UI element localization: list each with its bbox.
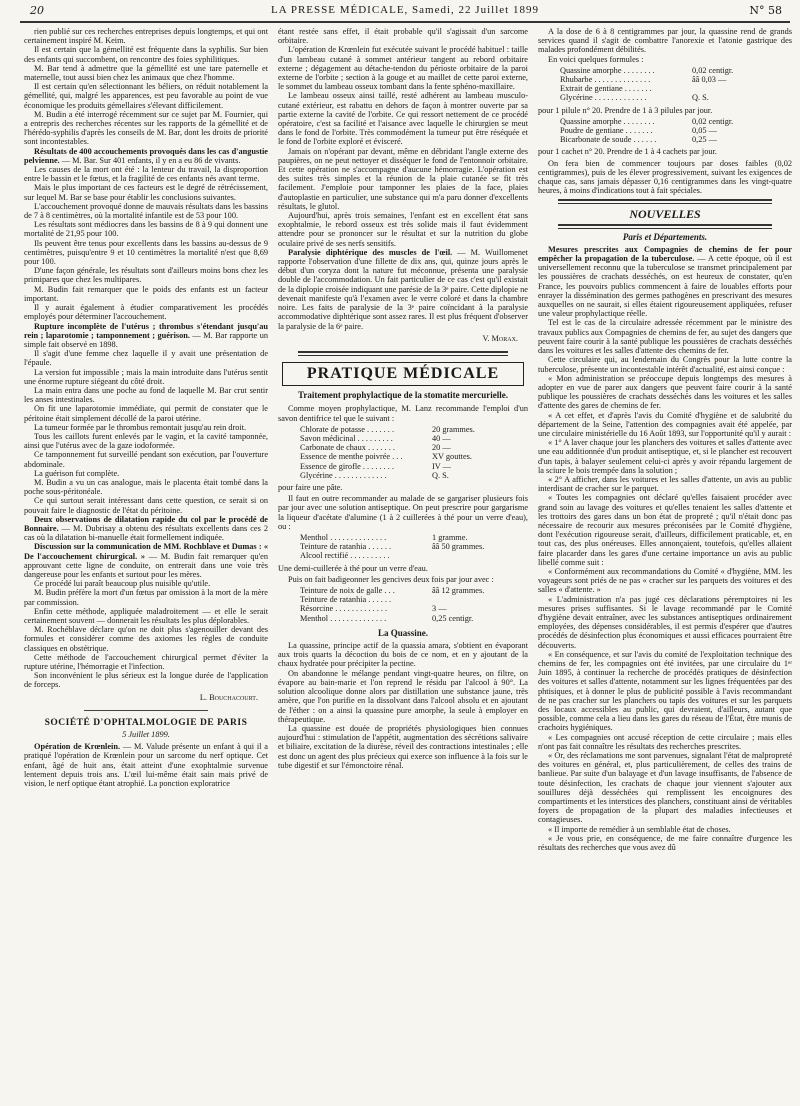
heading-tail: — M. Wuillomenet rapporte l'observation d'une fillette de dix ans, qui, quinze jours après le début d'un coryza dont la nature fut méconnue, présenta une paralysie double de l'accommodation. Un fait particulier de ce cas c'est qu'il existait de la diplopie croisée indiquant une parésie de la 3ᵉ paire. Cette diplopie ne devenait manifeste qu'à l'examen avec le verre coloré et dans la chambre noire. Les faits de paralysie de la 3ᵉ paire coïncidant à la paralysie accommodative diphtérique sont assez rares. Il est plus fréquent d'observer la paralysie de la 6ᵉ paire. — [278, 247, 528, 331]
author-signature: L. Bouchacourt. — [199, 692, 258, 702]
heading-text: Paralysie diphtérique des muscles de l'œil. — [288, 247, 453, 257]
divider — [558, 224, 772, 229]
page-number: 20 — [30, 4, 44, 17]
heading-text: Deux observations de dilatation rapide du col par le procédé de Bonnaire. — [24, 514, 268, 533]
paragraph: La quassine, principe actif de la quassia amara, s'obtient en évaporant aux trois quarts la décoction du bois de ce nom, et en y ajoutant de la chaux hydratée pour précipiter la pectine. — [278, 641, 528, 669]
section-banner: PRATIQUE MÉDICALE — [282, 362, 524, 386]
quantity — [432, 551, 490, 560]
ingredient: Quassine amorphe . . . . . . . . — [560, 65, 655, 75]
paragraph: La guérison fut complète. — [34, 468, 120, 478]
paragraph: « Les compagnies ont accusé réception de cette circulaire ; mais elles n'ont pas fait connaître les résultats des recherches prescrites. — [538, 732, 792, 751]
paragraph: Comme moyen prophylactique, M. Lanz recommande l'emploi d'un savon dentifrice tel que le suivant : — [278, 404, 528, 423]
paragraph: Le lambeau osseux ainsi taillé, resté adhérent au lambeau musculo-cutané extérieur, est rabattu en dehors de façon à montrer ouverte par sa partie externe la cavité de l'orbite. Ce qui ressort nettement de ce procédé opératoire, c'est sa facilité et l'aisance avec laquelle le chirurgien se meut dans le fond de l'orbite. Très commodément la tumeur put être réséquée et le fond de l'orbite exploré et évisceré. — [278, 91, 528, 147]
paragraph: « En conséquence, et sur l'avis du comité de l'exploitation technique des chemins de fer, les compagnies ont été invitées, par une circulaire du 1ᵉʳ Juin 1895, à continuer la recherche de procédés pratiques de désinfection des voitures et salles d'attente, notamment sur les lignes fréquentées par des phtisiques, et à donner le plus de publicité possible à l'avis recommandant de ne pas cracher sur les planchers ou tapis des voitures et sur les parquets des locaux accessibles au public, qui devraient, d'ailleurs, autant que possible, comme cela a lieu dans les gares du réseau de l'État, être munis de crachoirs hygiéniques. — [538, 649, 792, 733]
paragraph: Les causes de la mort ont été : la lenteur du travail, la disproportion entre le bassin et le fœtus, et la fragilité de ces enfants nés avant terme. — [24, 165, 268, 184]
prescription-note: pour 1 cachet n° 20. Prendre de 1 à 4 cachets par jour. — [538, 147, 717, 157]
article-heading — [24, 742, 268, 788]
ingredient: Chlorate de potasse . . . . . . . — [300, 424, 395, 434]
article-heading — [278, 248, 528, 331]
quantity: 0,25 centigr. — [432, 613, 474, 623]
quantity: Q. S. — [432, 470, 449, 480]
prescription-note: pour 1 pilule n° 20. Prendre de 1 à 3 pilules par jour. — [538, 105, 713, 115]
prescription-row — [300, 452, 490, 461]
prescription-row — [300, 595, 490, 604]
paragraph: « 2° A afficher, dans les voitures et les salles d'attente, un avis au public interdisant de cracher sur le parquet. — [538, 474, 792, 494]
paragraph: La tumeur formée par le thrombus remontait jusqu'au rein droit. — [34, 422, 247, 432]
prescription-row — [560, 93, 750, 102]
prescription-row — [300, 604, 490, 613]
paragraph: rien publié sur ces recherches entreprises depuis longtemps, et qui ont certainement inspiré M. Keim. — [24, 27, 268, 46]
paragraph: Cette méthode de l'accouchement chirurgical permet d'éviter la rupture utérine, l'hémorragie et l'infection. — [24, 652, 268, 672]
quantity: XV gouttes. — [432, 452, 472, 462]
paragraph: Son inconvénient le plus sérieux est la longue durée de l'application de forceps. — [24, 671, 268, 690]
paragraph: En voici quelques formules : — [548, 54, 644, 64]
heading-tail: — M. Bar rapporte un simple fait observé en 1898. — [24, 330, 268, 349]
paragraph: M. Budin a vu un cas analogue, mais le placenta était tombé dans la poche sous-péritonéale. — [24, 477, 268, 497]
prescription-2 — [560, 117, 792, 145]
paragraph: « Je vous prie, en conséquence, de me faire connaître d'urgence les résultats des recherches que vous avez dû — [538, 833, 792, 853]
prescription-1 — [300, 425, 528, 480]
author-signature: V. Morax. — [482, 333, 518, 343]
quantity: 0,05 — — [692, 126, 717, 136]
ingredient: Quassine amorphe . . . . . . . . — [560, 116, 655, 126]
heading-tail: — A cette époque, où il est universellement reconnu que la tuberculose se transmet principalement par les poussières de crachats desséchés, on est heureux de constater, qu'en France, les pouvoirs publics commencent à faire de louables efforts pour enrayer la dissémination des germes pathogènes en prescrivant des mesures auxquelles on ne saurait, si elles étaient rigoureusement appliquées, refuser une valeur prophylactique réelle. — [538, 254, 792, 319]
paragraph: « Or, des réclamations me sont parvenues, signalant l'état de malpropreté des voitures en général, et, plus particulièrement, de celles des trains de banlieue. Par suite d'un balayage et d'un lavage insuffisants, de l'absence de toute désinfection, les crachats de chaque jour viennent s'ajouter aux souillures déjà desséchées qui remplissent les encoignures des compartiments et les interstices des planchers, constituant ainsi de véritables foyers de propagation de la plupart des maladies infectieuses et contagieuses. — [538, 751, 792, 825]
article-heading — [24, 322, 268, 350]
prescription-2 — [300, 533, 528, 561]
paragraph: Puis on fait badigeonner les gencives deux fois par jour avec : — [288, 574, 494, 584]
heading-text: Discussion sur la communication de MM. Rochblave et Dumas : « De l'accouchement chirurgical. » — [24, 542, 268, 561]
ingredient: Rhubarbe . . . . . . . . . . . . . . — [560, 75, 651, 85]
prescription-row — [300, 443, 490, 452]
paragraph: Tous les caillots furent enlevés par le vagin, et la cavité tamponnée, ainsi que l'utérus avec de la gaze iodoformée. — [24, 431, 268, 451]
paragraph: Cette circulaire qui, au lendemain du Congrès pour la lutte contre la tuberculose, présente un incontestable intérêt d'actualité, est ainsi conçue : — [538, 355, 792, 374]
ingredient: Poudre de gentiane . . . . . . . — [560, 126, 653, 136]
article-heading — [24, 147, 268, 165]
quantity: ââ 12 grammes. — [432, 586, 485, 596]
ingredient: Résorcine . . . . . . . . . . . . . — [300, 604, 388, 614]
paragraph: « L'administration n'a pas jugé ces déclarations péremptoires ni les mesures prises suffisantes. Si le lavage recommandé par le Comité d'hygiène devait entraîner, avec les substances antiseptiques ordinairement employées, des dépenses considérables, il est permis d'espérer que d'autres procédés de désinfection plus économiques et aussi efficaces pourraient être découverts. — [538, 594, 792, 650]
paragraph: M. Budin fait remarquer que le poids des enfants est un facteur important. — [24, 284, 268, 303]
society-title: SOCIÉTÉ D'OPHTALMOLOGIE DE PARIS — [44, 717, 248, 728]
ingredient: Alcool rectifié . . . . . . . . . . — [300, 551, 390, 561]
prescription-row — [560, 126, 750, 135]
divider — [298, 351, 508, 356]
section-title: NOUVELLES — [629, 207, 701, 222]
quantity: 0,02 centigr. — [692, 65, 734, 75]
heading-text: Rupture incomplète de l'utérus ; thrombus s'étendant jusqu'au rein ; laparotomie ; tamponnement ; guérison. — [24, 321, 268, 340]
paragraph: « A cet effet, et d'après l'avis du Comité d'hygiène et de salubrité du département de la Seine, l'attention des compagnies avait été appelée, par une circulaire ministérielle du 16 Août 1893, sur l'opportunité qu'il y aurait : — [538, 410, 792, 438]
paragraph: On fit une laparotomie immédiate, qui permit de constater que le péritoine était simplement décollé de la paroi utérine. — [24, 404, 268, 423]
ingredient: Glycérine . . . . . . . . . . . . . — [560, 93, 647, 103]
heading-tail: — M. Valude présente un enfant à qui il a pratiqué l'opération de Krœnlein pour un sarcome du nerf optique. Cet enfant, âgé de huit ans, était atteint d'une exophtalmie survenue lentement depuis trois ans. L'œil lui-même était sain mais privé de vision, le nerf optique étant atrophié. La ponction exploratrice — [24, 742, 268, 789]
prescription-row — [300, 533, 490, 542]
masthead-title: LA PRESSE MÉDICALE, Samedi, 22 Juillet 1899 — [271, 4, 539, 16]
section-subtitle: Paris et Départements. — [622, 231, 708, 242]
paragraph: M. Bar tend à admettre que la gémellité est une tare paternelle et maternelle, tout aussi bien chez les animaux que chez l'homme. — [24, 63, 268, 83]
paragraph: Ce qui surtout serait intéressant dans cette question, ce serait si on pouvait faire le diagnostic de l'état du péritoine. — [24, 496, 268, 515]
paragraph: D'une façon générale, les résultats sont d'ailleurs moins bons chez les primipares que chez les multipares. — [24, 266, 268, 285]
heading-text: Mesures prescrites aux Compagnies de chemins de fer pour empêcher la propagation de la tuberculose. — [538, 244, 792, 264]
prescription-row — [300, 614, 490, 623]
divider — [84, 710, 208, 711]
prescription-row — [560, 66, 750, 75]
paragraph: M. Budin préfère la mort d'un fœtus par omission à la mort de la mère par commission. — [24, 588, 268, 607]
column-3 — [538, 27, 792, 1100]
paragraph: Il faut en outre recommander au malade de se gargariser plusieurs fois par jour avec une solution antiseptique. On peut prescrire pour gargarisme la liqueur d'acétate d'alumine (1 à 2 cuillerées à thé pour un verre d'eau), ou : — [278, 494, 528, 531]
quantity: 20 — — [432, 443, 451, 453]
ingredient: Bicarbonate de soude . . . . . . — [560, 135, 657, 145]
paragraph: Enfin cette méthode, appliquée maladroitement — et elle le serait certainement souvent — donnerait les résultats les plus déplorables. — [24, 606, 268, 625]
prescription-row — [560, 117, 750, 126]
prescription-row — [300, 434, 490, 443]
paragraph: « Il importe de remédier à un semblable état de choses. — [548, 824, 731, 834]
article-heading — [538, 245, 792, 319]
quantity: ââ 50 grammes. — [432, 542, 485, 552]
paragraph: « Mon administration se préoccupe depuis longtemps des mesures à adopter en vue de parer aux dangers que peuvent faire courir à la santé publique les poussières de crachats desséchés dans les voitures et les salles d'attente des gares de chemins de fer. — [538, 373, 792, 411]
paragraph: On abandonne le mélange pendant vingt-quatre heures, on filtre, on évapore au bain-marie et l'on reprend le résidu par l'alcool à 90°. La solution alcoolique donne alors par distillation une substance jaune, très amère, que l'on purifie en la dissolvant dans l'alcool absolu et en ajoutant de l'éther : on a ainsi la quassine pure amorphe, la seule à employer en thérapeutique. — [278, 668, 528, 724]
prescription-row — [560, 135, 750, 144]
quantity: ââ 0,03 — — [692, 75, 727, 85]
society-date: 5 Juillet 1899. — [122, 730, 170, 740]
ingredient: Teinture de ratanhia . . . . . . — [300, 542, 392, 552]
prescription-row — [300, 471, 490, 480]
article-heading — [24, 515, 268, 543]
paragraph: « 1° A laver chaque jour les planchers des voitures et salles d'attente avec une eau additionnée d'un produit antiseptique, et, si le plancher est recouvert d'un tapis, à balayer seulement celui-ci après y avoir répandu largement de la sciure le bois trempée dans la solution ; — [538, 438, 792, 475]
quantity: 40 — — [432, 434, 451, 444]
prescription-note: Une demi-cuillerée à thé pour un verre d'eau. — [278, 563, 428, 573]
ingredient: Essence de menthe poivrée . . . — [300, 452, 403, 462]
paragraph: Aujourd'hui, après trois semaines, l'enfant est en excellent état sans exophtalmie, le rebord osseux est très solide mais il faut évidemment attendre pour se prononcer sur le résultat et sur la nutrition du globe oculaire privé de ses nerfs sensitifs. — [278, 211, 528, 248]
quantity: Q. S. — [692, 93, 709, 103]
heading-text: Opération de Krœnlein. — [34, 742, 121, 752]
heading-tail: — M. Dubrisay a obtenu des résultats excellents dans ces 2 cas où la dilatation bi-manuelle était formellement indiquée. — [24, 523, 268, 543]
quantity: 20 grammes. — [432, 424, 475, 434]
quantity — [432, 595, 490, 604]
divider — [558, 199, 772, 204]
paragraph: Tel est le cas de la circulaire adressée récemment par le ministre des travaux publics aux Compagnies de chemins de fer, au sujet des dangers que peuvent faire courir à la santé publique les poussières de crachats desséchés dans les voitures et les salles d'attente des chemins de fer. — [538, 318, 792, 356]
paragraph: M. Budin a été interrogé récemment sur ce sujet par M. Fournier, qui a entrepris des recherches récentes sur les rapports de la gémellité et de l'hérédo-syphilis d'après les conseils de M. Bar, dont les droits de priorité sont incontestables. — [24, 109, 268, 147]
ingredient: Essence de girofle . . . . . . . . — [300, 461, 395, 471]
paragraph: Il y aurait également à étudier comparativement les procédés employés pour déterminer l'accouchement. — [24, 303, 268, 322]
paragraph: Il est certain que la gémellité est fréquente dans la syphilis. Sur bien des enfants qui succombent, on rencontre des foies syphilitiques. — [24, 45, 268, 64]
ingredient: Menthol . . . . . . . . . . . . . . — [300, 533, 387, 543]
article-title: Traitement prophylactique de la stomatite mercurielle. — [298, 389, 508, 400]
article-title: La Quassine. — [377, 627, 428, 638]
prescription-3 — [300, 586, 528, 623]
prescription-row — [560, 75, 750, 84]
ingredient: Extrait de gentiane . . . . . . . — [560, 84, 652, 94]
paragraph: M. Rochéblave déclare qu'on ne doit plus s'agenouiller devant des formules et considérer comme des axiomes les règles de conduite classiques en obstétrique. — [24, 625, 268, 653]
issue-number: N° 58 — [749, 4, 782, 17]
ingredient: Savon médicinal . . . . . . . . . — [300, 434, 393, 444]
prescription-row — [560, 84, 750, 93]
paragraph: étant restée sans effet, il était probable qu'il s'agissait d'un sarcome orbitaire. — [278, 27, 528, 46]
prescription-row — [300, 462, 490, 471]
paragraph: On fera bien de commencer toujours par doses faibles (0,02 centigrammes), puis de les élever progressivement, suivant les exigences de chaque cas, sans jamais dépasser 0,16 centigrammes dans les vingt-quatre heures, à moins d'indications tout à fait spéciales. — [538, 158, 792, 196]
paragraph: Ils peuvent être tenus pour excellents dans les bassins au-dessus de 9 centimètres, puisqu'entre 9 et 10 centimètres la mortalité n'est que 8,69 pour 100. — [24, 238, 268, 267]
paragraph: Jamais on n'opérant par devant, même en débridant l'angle externe des paupières, on ne peut nettoyer et disséquer le fond de l'entonnoir orbitaire. Et cette opération ne s'accompagne d'aucune hémorragie. L'opération est des suites très simples et la réunion de la plaie cutanée se fit très facilement. J'emploie pour tamponner les plaies de la face, plaies d'autoplastie en particulier, une substance qui m'a paru donner d'excellents résultats, le glutol. — [278, 146, 528, 211]
column-2 — [278, 27, 528, 1100]
prescription-note: pour faire une pâte. — [278, 483, 343, 493]
paragraph: L'opération de Krœnlein fut exécutée suivant le procédé habituel : taille d'un lambeau cutané à sommet antérieur tangent au rebord orbitaire externe ; dégagement au détache-tendon du périoste orbitaire de la paroi externe de l'orbite ; section à la gouge et au maillet de cette paroi externe, le sommet du lambeau osseux tombant dans la fente sphéno-maxillaire. — [278, 45, 528, 92]
paragraph: La quassine est douée de propriétés physiologiques bien connues aujourd'hui : stimulation de l'appétit, augmentation des sécrétions salivaire et biliaire, excitation de la diurèse, réveil des contractions intestinales ; elle est donc un agent des plus précieux qui exerce son influence à la fois sur le tube digestif et sur l'émonctoire rénal. — [278, 723, 528, 770]
quantity: 0,02 centigr. — [692, 116, 734, 126]
paragraph: Il s'agit d'une femme chez laquelle il y avait une présentation de l'épaule. — [24, 349, 268, 368]
paragraph: La main entra dans une poche au fond de laquelle M. Bar crut sentir les anses intestinales. — [24, 385, 268, 405]
quantity — [692, 84, 750, 93]
heading-tail: — M. Budin fait remarquer qu'en approuvant cette ligne de conduite, on entrerait dans une voie très dangereuse pour les enfants et surtout pour les mères. — [24, 551, 268, 579]
ingredient: Teinture de ratanhia . . . . . . — [300, 595, 392, 605]
prescription-row — [300, 551, 490, 560]
ingredient: Menthol . . . . . . . . . . . . . . — [300, 613, 387, 623]
quantity: 1 gramme. — [432, 533, 468, 543]
paragraph: Ce tamponnement fut surveillé pendant son exécution, par l'ouverture abdominale. — [24, 450, 268, 469]
prescription-row — [300, 586, 490, 595]
ingredient: Teinture de noix de galle . . . — [300, 586, 395, 596]
heading-tail: — M. Bar. Sur 401 enfants, il y en a eu 86 de vivants. — [59, 155, 241, 165]
prescription-row — [300, 425, 490, 434]
paragraph: « Toutes les compagnies ont déclaré qu'elles faisaient procéder avec grand soin au lavage des voitures et qu'elles tenaient les salles d'attente et les trottoirs des gares dans un bon état de propreté ; qu'il n'était donc pas nécessaire de recourir aux mesures préconisées par le Comité d'hygiène, dont l'exécution rigoureuse serait, d'ailleurs, difficilement praticable, et, en tout cas, des plus onéreuses. Elles annonçaient, toutefois, qu'elles allaient faire placarder dans les gares d'une certaine importance un avis au public libellé comme suit : — [538, 493, 792, 567]
paragraph: Les résultats sont médiocres dans les bassins de 8 à 9 qui donnent une mortalité de 21,95 pour 100. — [24, 220, 268, 239]
paragraph: « Conformément aux recommandations du Comité « d'hygiène, MM. les voyageurs sont priés de ne pas « cracher sur les parquets des voitures et des salles « d'attente. » — [538, 566, 792, 595]
paragraph: Ce procédé lui paraît beaucoup plus nuisible qu'utile. — [34, 579, 211, 589]
paragraph: La version fut impossible ; mais la main introduite dans l'utérus sentit une énorme rupture siégeant du côté droit. — [24, 367, 268, 386]
quantity: 0,25 — — [692, 135, 717, 145]
page-header — [20, 4, 790, 18]
heading-text: Résultats de 400 accouchements provoqués dans les cas d'angustie pelvienne. — [24, 146, 268, 165]
paragraph: Mais le plus important de ces facteurs est le degré de rétrécissement, sur lequel M. Bar se base pour établir les conclusions suivantes. — [24, 183, 268, 202]
column-1 — [24, 27, 268, 1100]
ingredient: Carbonate de chaux . . . . . . . — [300, 443, 395, 453]
quantity: 3 — — [432, 604, 447, 614]
quantity: IV — — [432, 461, 451, 471]
prescription-row — [300, 542, 490, 551]
paragraph: Il est certain qu'en sélectionnant les béliers, on réduit notablement la gémellité, qui, malgré les apparences, est peu favorable au point de vue économique les produits gémellaires s'élevant difficilement. — [24, 82, 268, 110]
prescription-1 — [560, 66, 792, 103]
article-heading — [24, 542, 268, 579]
header-rule — [20, 21, 790, 23]
ingredient: Glycérine . . . . . . . . . . . . . — [300, 470, 387, 480]
paragraph: A la dose de 6 à 8 centigrammes par jour, la quassine rend de grands services quand il s'agit de combattre l'anorexie et l'atonie gastrique des malades profondément débilités. — [538, 27, 792, 55]
paragraph: L'accouchement provoqué donne de mauvais résultats dans les bassins de 7 à 8 centimètres, où la mortalité infantile est de 53 pour 100. — [24, 201, 268, 221]
